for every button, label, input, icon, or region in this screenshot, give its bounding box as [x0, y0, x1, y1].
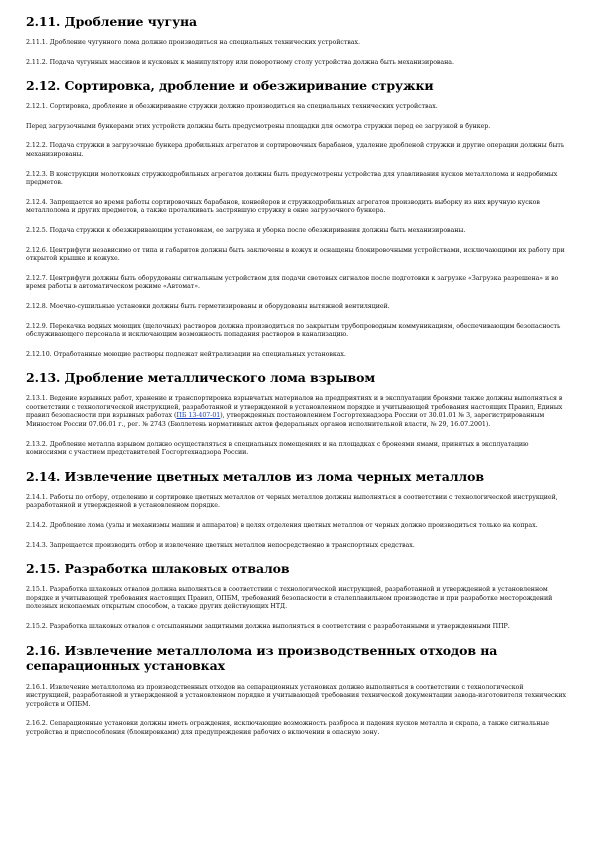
- paragraph: 2.12.9. Перекачка водных моющих (щелочных) растворов должна производиться по закрытым трубопроводным коммуникациям, обеспечивающим безопасность обслуживающего персонала и исключающим возможность попадания растворов в канализацию.: [26, 322, 561, 339]
- section-2-12: [26, 78, 569, 359]
- paragraph: 2.16.1. Извлечение металлолома из производственных отходов на сепарационных установках должно выполняться в соответствии с технологической инструкцией, разработанной и утвержденной в установленном порядке и учитывающей требования технической документации завода-изготовителя технических устройств и ОПБМ.: [26, 683, 567, 708]
- section-2-11: [26, 14, 569, 67]
- section-2-14: [26, 469, 569, 550]
- paragraph-with-link: [26, 395, 569, 429]
- paragraph: 2.12.3. В конструкции молотковых стружкодробильных агрегатов должны быть предусмотрены устройства для улавливания кусков металлолома и недробимых предметов.: [26, 170, 558, 187]
- regulation-link[interactable]: ПБ 13-407-01: [176, 412, 221, 420]
- paragraph: Перед загрузочными бункерами этих устройств должны быть предусмотрены площадки для осмотра стружки перед ее загрузкой в бункер.: [26, 122, 491, 130]
- paragraph: 2.16.2. Сепарационные установки должны иметь ограждения, исключающие возможность разброса и падения кусков металла и скрапа, а также сигнальные устройства и приспособления (блокировками) для предупреждения рабочих о включении в опасную зону.: [26, 720, 549, 736]
- paragraph: 2.12.2. Подача стружки в загрузочные бункера дробильных агрегатов и сортировочных барабанов, удаление дробленой стружки и другие операции должны быть механизированы.: [26, 142, 565, 158]
- paragraph: 2.12.10. Отработанные моющие растворы подлежат нейтрализации на специальных установках.: [26, 350, 346, 358]
- section-heading: 2.16. Извлечение металлолома из производственных отходов на сепарационных установках: [26, 642, 498, 674]
- paragraph: 2.14.1. Работы по отбору, отделению и сортировке цветных металлов от черных металлов должны выполняться в соответствии с технологической инструкцией, разработанной и утвержденной в установленном порядке.: [26, 493, 558, 510]
- section-heading: 2.13. Дробление металлического лома взрывом: [26, 370, 376, 386]
- paragraph: 2.12.4. Запрещается во время работы сортировочных барабанов, конвейеров и стружкодробильных агрегатов производить выборку из них вручную кусков металлолома и других предметов, а также проталкивать застрявшую стружку в окне загрузочного бункера.: [26, 198, 540, 215]
- section-2-16: [26, 643, 569, 738]
- paragraph-text: ), утвержденных постановлением Госгортехнадзора России от 30.01.01 № 3, зарегистрированным Минюстом России 07.06.01 г., рег. № 2743 (Бюллетень нормативных актов федеральных органов исполнительной власти, № 29, 16.07.2001).: [26, 412, 545, 429]
- paragraph: 2.15.2. Разработка шлаковых отвалов с отсыпанными защитными должна выполняться в соответствии с разработанными и утвержденными ППР.: [26, 623, 510, 630]
- paragraph-text: 2.13.1. Ведение взрывных работ, хранение и транспортировка взрывчатых материалов на предприятиях и в эксплуатации бронями также должны выполняться в соответствии с технологической инструкцией, разработанной и утвержденной в установленном порядке и учитывающей требования настоящих Правил, Единых правил безопасности при взрывных работах (: [26, 395, 563, 420]
- paragraph: 2.14.3. Запрещается производить отбор и извлечение цветных металлов непосредственно в транспортных средствах.: [26, 541, 415, 549]
- section-heading: 2.15. Разработка шлаковых отвалов: [26, 561, 290, 577]
- paragraph: 2.12.1. Сортировка, дробление и обезжиривание стружки должно производиться на специальных технических устройствах.: [26, 103, 438, 111]
- section-2-15: [26, 561, 569, 631]
- paragraph: 2.12.7. Центрифуги должны быть оборудованы сигнальным устройством для подачи световых сигналов после подготовки к загрузке «Загрузка разрешена» и во время работы в автоматическом режиме «Автомат».: [26, 274, 559, 291]
- section-heading: 2.12. Сортировка, дробление и обезжиривание стружки: [26, 78, 434, 94]
- paragraph: 2.11.1. Дробление чугунного лома должно производиться на специальных технических устройствах.: [26, 39, 360, 46]
- section-2-13: [26, 370, 569, 458]
- paragraph: 2.12.8. Моечно-сушильные установки должны быть герметизированы и оборудованы вытяжной вентиляцией.: [26, 302, 390, 310]
- paragraph: 2.15.1. Разработка шлаковых отвалов должна выполняться в соответствии с технологической инструкцией, разработанной и утвержденной в установленном порядке и учитывающей требования настоящих Правил, ОПБМ, требований безопасности в сталеплавильном производстве и при разработке месторождений полезных ископаемых открытым способом, а также других действующих НТД.: [26, 586, 553, 611]
- section-heading: 2.11. Дробление чугуна: [26, 14, 198, 29]
- paragraph: 2.14.2. Дробление лома (узлы и механизмы машин и аппаратов) в целях отделения цветных металлов от черных должно производиться только на копрах.: [26, 522, 538, 530]
- paragraph: 2.12.5. Подача стружки к обезжиривающим установкам, ее загрузка и уборка после обезжиривания должны быть механизированы.: [26, 226, 466, 234]
- paragraph: 2.12.6. Центрифуги независимо от типа и габаритов должны быть заключены в кожух и оснащены блокировочными устройствами, исключающими их работу при открытой крышке и кожухе.: [26, 246, 565, 263]
- paragraph: 2.13.2. Дробление металла взрывом должно осуществляться в специальных помещениях и на площадках с бронеями ямами, принятых в эксплуатацию комиссиями с участием представителей Госгортехнадзора России.: [26, 440, 529, 457]
- paragraph: 2.11.2. Подача чугунных массивов и кусковых к манипулятору или поворотному столу устройства должна быть механизирована.: [26, 58, 454, 66]
- section-heading: 2.14. Извлечение цветных металлов из лома черных металлов: [26, 468, 484, 484]
